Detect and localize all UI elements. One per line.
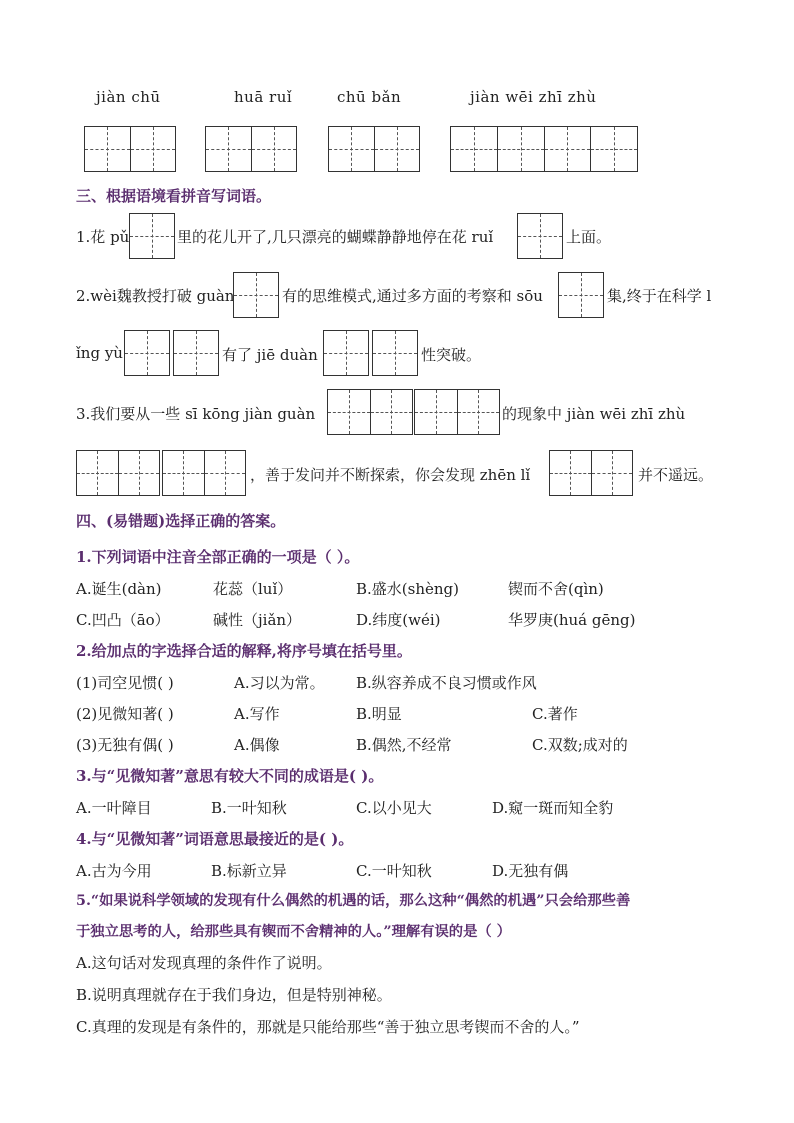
option: A.诞生(dàn) — [76, 580, 162, 598]
writing-grid[interactable] — [328, 126, 420, 172]
question-stem: 4.与“见微知著”词语意思最接近的是( )。 — [76, 830, 354, 848]
option: A.这句话对发现真理的条件作了说明。 — [76, 954, 332, 972]
question-text: 性突破。 — [421, 346, 482, 364]
question-text: ǐng yù — [76, 344, 123, 362]
option: B.盛水(shèng) — [356, 580, 459, 598]
question-text: 里的花儿开了,几只漂亮的蝴蝶静静地停在花 ruǐ — [177, 228, 494, 246]
option: D.纬度(wéi) — [356, 611, 441, 629]
option: B.标新立异 — [211, 862, 287, 880]
option: (3)无独有偶( ) — [76, 736, 174, 754]
question-stem: 于独立思考的人，给那些具有锲而不舍精神的人。”理解有误的是（ ） — [76, 924, 511, 940]
option: C.双数;成对的 — [532, 736, 628, 754]
writing-grid[interactable] — [323, 330, 369, 376]
question-stem: 5.“如果说科学领域的发现有什么偶然的机遇的话，那么这种“偶然的机遇”只会给那些善 — [76, 893, 631, 909]
option: B.说明真理就存在于我们身边，但是特别神秘。 — [76, 986, 392, 1004]
question-text: 的现象中 jiàn wēi zhī zhù — [502, 405, 686, 423]
question-text: 上面。 — [566, 228, 612, 246]
question-text: 3.我们要从一些 sī kōng jiàn guàn — [76, 405, 316, 423]
pinyin-label: chū bǎn — [337, 88, 402, 106]
writing-grid[interactable] — [558, 272, 604, 318]
option: B.偶然,不经常 — [356, 736, 452, 754]
question-stem: 3.与“见微知著”意思有较大不同的成语是( )。 — [76, 767, 384, 785]
option: A.习以为常。 — [234, 674, 325, 692]
option: C.以小见大 — [356, 799, 432, 817]
option: 锲而不舍(qìn) — [508, 580, 604, 598]
writing-grid[interactable] — [372, 330, 418, 376]
question-text: 集,终于在科学 l — [607, 287, 712, 305]
question-text: ，善于发问并不断探索，你会发现 zhēn lǐ — [250, 466, 531, 484]
question-text: 1.花 pǔ — [76, 228, 130, 246]
option: B.明显 — [356, 705, 402, 723]
writing-grid[interactable] — [76, 450, 160, 496]
pinyin-label: huā ruǐ — [234, 88, 293, 106]
question-text: 2.wèi魏教授打破 guàn — [76, 287, 235, 305]
writing-grid[interactable] — [173, 330, 219, 376]
option: B.纵容养成不良习惯或作风 — [356, 674, 537, 692]
writing-grid[interactable] — [450, 126, 638, 172]
option: C.真理的发现是有条件的，那就是只能给那些“善于独立思考锲而不舍的人。” — [76, 1018, 580, 1036]
option: C.一叶知秋 — [356, 862, 432, 880]
option: A.古为今用 — [76, 862, 152, 880]
option: 花蕊（luǐ） — [213, 580, 293, 598]
writing-grid[interactable] — [233, 272, 279, 318]
question-stem: 2.给加点的字选择合适的解释,将序号填在括号里。 — [76, 642, 412, 660]
writing-grid[interactable] — [549, 450, 633, 496]
option: D.无独有偶 — [492, 862, 569, 880]
option: A.一叶障目 — [76, 799, 152, 817]
section-title: 四、(易错题)选择正确的答案。 — [76, 512, 286, 530]
option: D.窥一斑而知全豹 — [492, 799, 614, 817]
writing-grid[interactable] — [327, 389, 413, 435]
writing-grid[interactable] — [205, 126, 297, 172]
question-text: 有了 jiē duàn — [222, 346, 318, 364]
writing-grid[interactable] — [84, 126, 176, 172]
section-title: 三、根据语境看拼音写词语。 — [76, 187, 272, 205]
question-text: 有的思维模式,通过多方面的考察和 sōu — [282, 287, 543, 305]
writing-grid[interactable] — [517, 213, 563, 259]
option: (1)司空见惯( ) — [76, 674, 174, 692]
option: C.著作 — [532, 705, 578, 723]
writing-grid[interactable] — [162, 450, 246, 496]
writing-grid[interactable] — [124, 330, 170, 376]
option: 碱性（jiǎn） — [213, 611, 302, 629]
question-stem: 1.下列词语中注音全部正确的一项是（ ）。 — [76, 548, 360, 566]
pinyin-label: jiàn wēi zhī zhù — [470, 88, 597, 106]
option: B.一叶知秋 — [211, 799, 287, 817]
option: A.写作 — [234, 705, 280, 723]
question-text: 并不遥远。 — [638, 466, 714, 484]
writing-grid[interactable] — [129, 213, 175, 259]
pinyin-label: jiàn chū — [96, 88, 161, 106]
option: 华罗庚(huá gēng) — [508, 611, 636, 629]
option: (2)见微知著( ) — [76, 705, 174, 723]
option: A.偶像 — [234, 736, 280, 754]
option: C.凹凸（āo） — [76, 611, 170, 629]
writing-grid[interactable] — [414, 389, 500, 435]
